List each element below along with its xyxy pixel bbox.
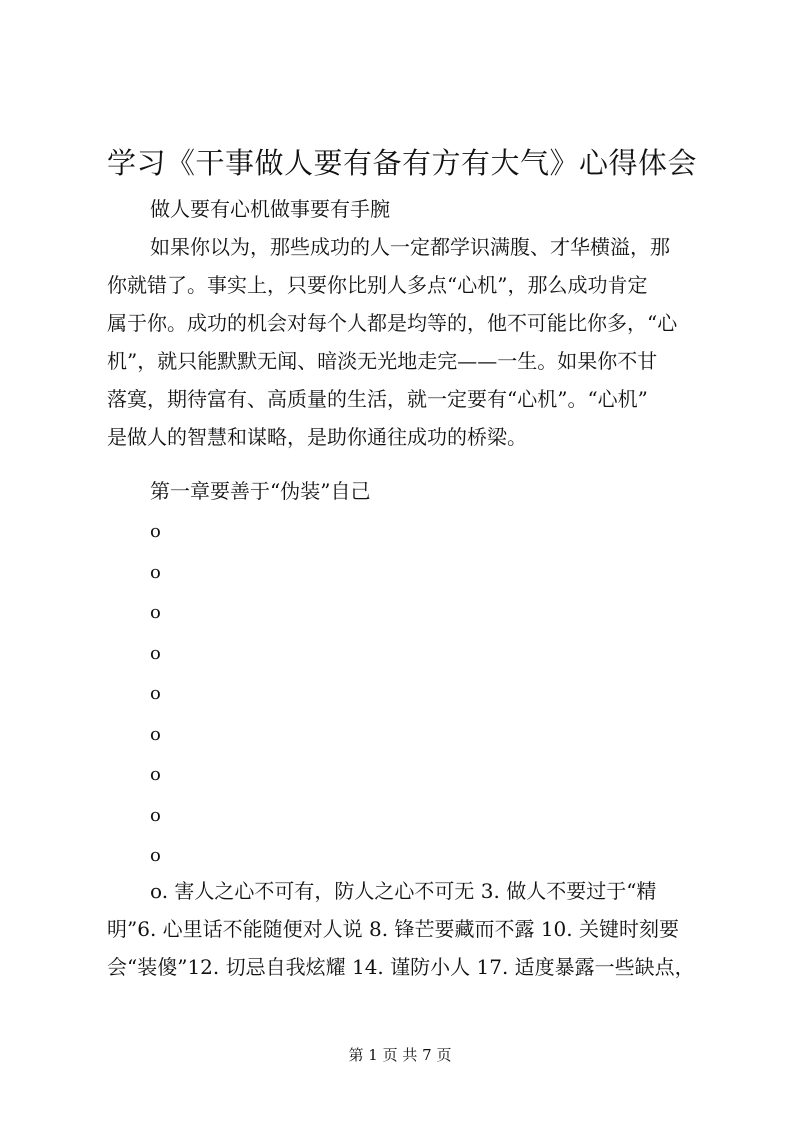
intro-line: 你就错了。事实上，只要你比别人多点“心机”，那么成功肯定	[107, 273, 648, 297]
page-footer: 第 1 页 共 7 页	[348, 1046, 452, 1064]
intro-line: 落寞，期待富有、高质量的生活，就一定要有“心机”。“心机”	[107, 387, 648, 411]
document-title: 学习《干事做人要有备有方有大气》心得体会	[107, 146, 698, 180]
intro-line: 机”，就只能默默无闻、暗淡无光地走完——一生。如果你不甘	[107, 349, 658, 373]
bullet-marker: o	[150, 602, 161, 623]
intro-line: 是做人的智慧和谋略，是助你通往成功的桥梁。	[107, 425, 527, 449]
list-paragraph	[107, 872, 697, 986]
bullet-marker: o	[150, 764, 161, 785]
bullet-marker: o	[150, 683, 161, 704]
intro-line: 如果你以为，那些成功的人一定都学识满腹、才华横溢，那	[150, 235, 670, 259]
bullet-marker: o	[150, 845, 161, 866]
chapter-heading: 第一章要善于“伪装”自己	[150, 479, 371, 503]
bullet-marker: o	[150, 804, 161, 826]
bullet-marker: o	[150, 521, 161, 542]
intro-line: 属于你。成功的机会对每个人都是均等的，他不可能比你多，“心	[107, 311, 678, 335]
list-line: 明”6. 心里话不能随便对人说 8. 锋芒要藏而不露 10. 关键时刻要	[107, 917, 679, 941]
bullet-list	[150, 512, 161, 877]
bullet-marker: o	[150, 642, 161, 664]
list-line: o. 害人之心不可有，防人之心不可无 3. 做人不要过于“精	[150, 879, 657, 903]
intro-paragraph	[107, 228, 697, 456]
bullet-marker: o	[150, 723, 161, 745]
document-subtitle: 做人要有心机做事要有手腕	[150, 197, 390, 221]
list-line: 会“装傻”12. 切忌自我炫耀 14. 谨防小人 17. 适度暴露一些缺点，	[107, 955, 695, 979]
bullet-marker: o	[150, 561, 161, 583]
